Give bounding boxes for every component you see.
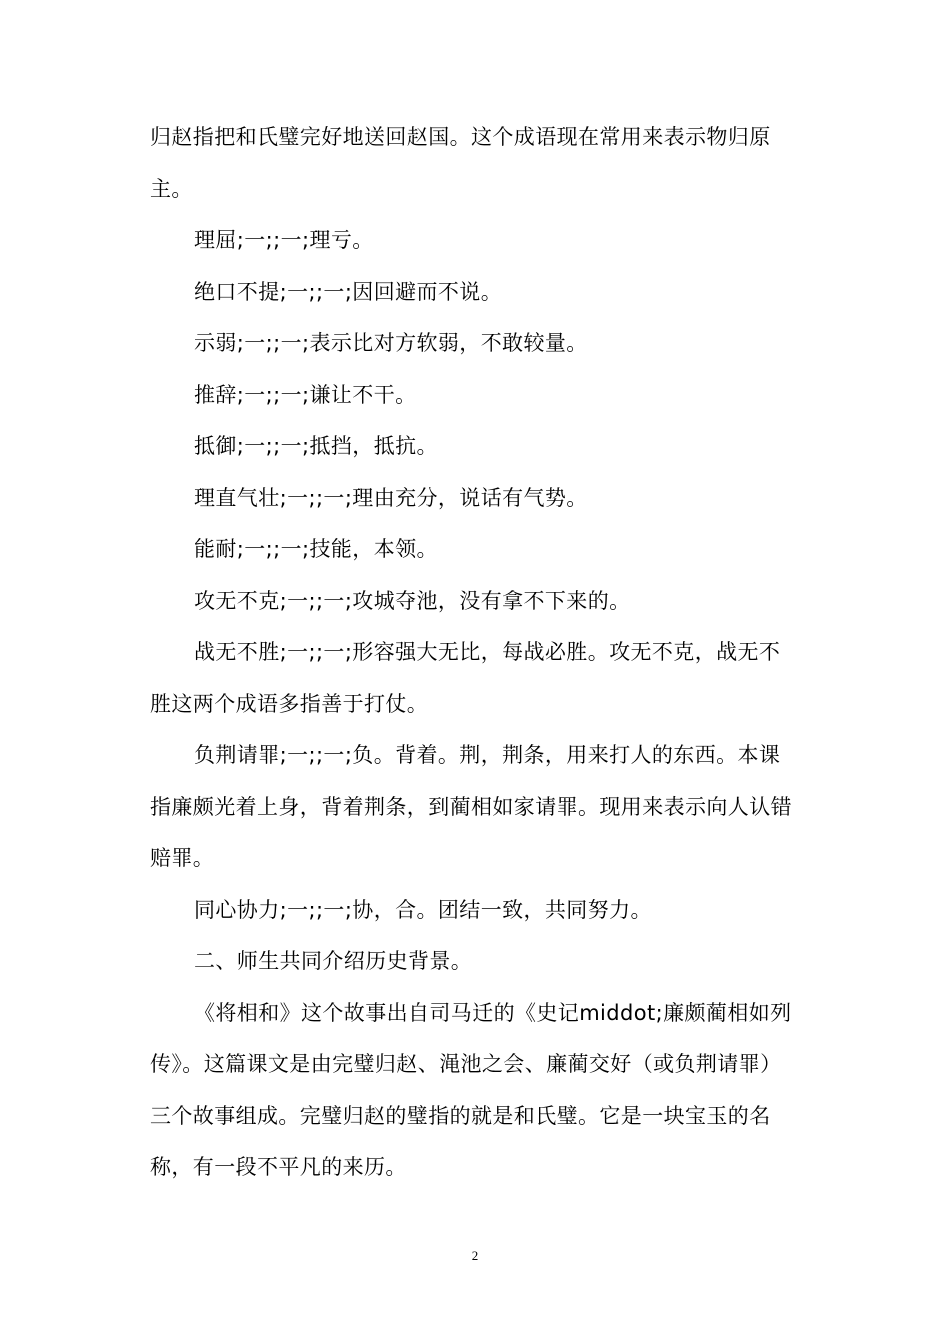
- paragraph: 同心协力;一;;一;协，合。团结一致，共同努力。: [194, 897, 652, 922]
- paragraph: 绝口不提;一;;一;因回避而不说。: [194, 279, 503, 304]
- paragraph: 归赵指把和氏璧完好地送回赵国。这个成语现在常用来表示物归原主。: [150, 125, 771, 201]
- paragraph: 推辞;一;;一;谦让不干。: [194, 382, 417, 407]
- paragraph: 负荆请罪;一;;一;负。背着。荆，荆条，用来打人的东西。本课指廉颇光着上身，背着荆条，到蔺相如家请罪。现用来表示向人认错赔罪。: [150, 743, 792, 870]
- paragraph: 攻无不克;一;;一;攻城夺池，没有拿不下来的。: [194, 588, 631, 613]
- paragraph: 能耐;一;;一;技能，本领。: [194, 537, 438, 561]
- document-body: [150, 112, 800, 1194]
- paragraph: 理屈;一;;一;理亏。: [194, 228, 374, 252]
- section-heading: 二、师生共同介绍历史背景。: [194, 949, 473, 973]
- page-number: 2: [471, 1248, 479, 1263]
- paragraph: 示弱;一;;一;表示比对方软弱，不敢较量。: [194, 331, 588, 355]
- paragraph: 战无不胜;一;;一;形容强大无比，每战必胜。攻无不克，战无不胜这两个成语多指善于打仗。: [150, 640, 781, 716]
- paragraph: 理直气壮;一;;一;理由充分，说话有气势。: [194, 485, 588, 510]
- paragraph: 《将相和》这个故事出自司马迁的《史记middot;廉颇蔺相如列传》。这篇课文是由完璧归赵、渑池之会、廉蔺交好（或负荆请罪）三个故事组成。完璧归赵的璧指的就是和氏璧。它是一块宝玉的名称，有一段不平凡的来历。: [150, 1000, 792, 1179]
- paragraph: 抵御;一;;一;抵挡，抵抗。: [194, 434, 438, 458]
